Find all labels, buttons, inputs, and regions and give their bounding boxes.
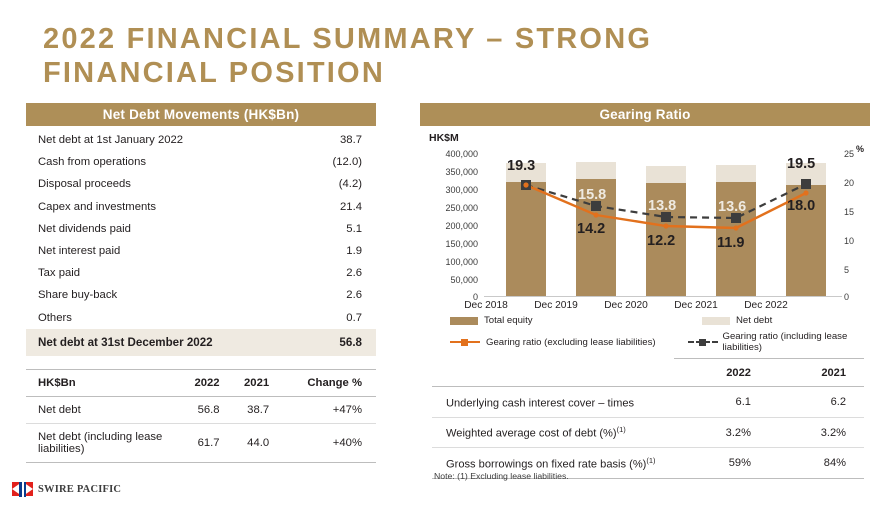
net-debt-comparison-table bbox=[26, 369, 376, 463]
table-row bbox=[26, 423, 376, 462]
row-label: Tax paid bbox=[38, 267, 81, 280]
row-value-2022: 56.8 bbox=[180, 396, 230, 423]
column-header-2022: 2022 bbox=[180, 369, 230, 396]
data-label-excl-2020: 12.2 bbox=[647, 233, 676, 249]
data-label-excl-2019: 14.2 bbox=[577, 221, 606, 237]
row-value: 38.7 bbox=[340, 134, 362, 147]
row-label: Capex and investments bbox=[38, 200, 157, 213]
table-row bbox=[26, 240, 376, 262]
net-debt-movements-header: Net Debt Movements (HK$Bn) bbox=[26, 103, 376, 126]
gearing-ratio-panel bbox=[420, 103, 870, 481]
row-value-2021: 44.0 bbox=[230, 423, 280, 462]
column-header-unit: HK$Bn bbox=[26, 369, 180, 396]
chart-plot-area bbox=[484, 153, 836, 296]
legend-item-gearing-including bbox=[688, 331, 880, 353]
x-tick-dec-2019: Dec 2019 bbox=[534, 300, 578, 311]
data-label-excl-2022: 18.0 bbox=[787, 198, 816, 214]
column-header-metric bbox=[432, 359, 674, 387]
legend-item-net-debt bbox=[702, 315, 772, 326]
row-value: 5.1 bbox=[346, 222, 362, 235]
table-row bbox=[432, 387, 864, 418]
y-tick-left: 200,000 bbox=[445, 221, 478, 231]
y-tick-left: 300,000 bbox=[445, 185, 478, 195]
column-header-2022: 2022 bbox=[674, 359, 769, 387]
row-label: Disposal proceeds bbox=[38, 178, 131, 191]
x-tick-dec-2020: Dec 2020 bbox=[604, 300, 648, 311]
row-value-2022: 61.7 bbox=[180, 423, 230, 462]
logo-text: SWIRE PACIFIC bbox=[38, 484, 122, 495]
legend-label: Net debt bbox=[736, 315, 773, 326]
y-tick-right: 0 bbox=[844, 292, 850, 302]
y-tick-left: 0 bbox=[472, 292, 478, 302]
row-label-text: Underlying cash interest cover – times bbox=[446, 397, 635, 410]
swire-pacific-logo bbox=[12, 482, 121, 497]
row-footnote-marker: (1) bbox=[646, 455, 656, 465]
data-label-incl-2019: 15.8 bbox=[578, 187, 607, 203]
net-debt-movements-table bbox=[26, 129, 376, 356]
legend-label: Gearing ratio (including lease liabilities) bbox=[722, 331, 848, 353]
table-row bbox=[26, 129, 376, 151]
chart-legend bbox=[450, 315, 880, 358]
x-tick-dec-2021: Dec 2021 bbox=[674, 300, 718, 311]
row-value-change: +40% bbox=[279, 423, 376, 462]
data-label-incl-2020: 13.8 bbox=[648, 198, 677, 214]
y-axis-title-left: HK$M bbox=[429, 132, 459, 144]
y-tick-right: 25 bbox=[844, 149, 855, 159]
row-value-2022: 59% bbox=[674, 448, 769, 479]
row-label: Cash from operations bbox=[38, 156, 146, 169]
legend-swatch-icon bbox=[702, 317, 730, 325]
row-label: Share buy-back bbox=[38, 289, 118, 302]
x-tick-dec-2018: Dec 2018 bbox=[464, 300, 508, 311]
legend-line-dashed-icon bbox=[688, 337, 716, 347]
y-tick-right: 10 bbox=[844, 236, 855, 246]
table-row bbox=[432, 417, 864, 448]
y-tick-left: 100,000 bbox=[445, 257, 478, 267]
row-value: 21.4 bbox=[340, 200, 362, 213]
row-value-2022: 6.1 bbox=[674, 387, 769, 418]
chart-baseline bbox=[484, 296, 842, 297]
total-value: 56.8 bbox=[310, 329, 376, 356]
legend-label: Total equity bbox=[484, 315, 533, 326]
table-row bbox=[26, 218, 376, 240]
row-value: (12.0) bbox=[332, 156, 362, 169]
row-value: 2.6 bbox=[346, 289, 362, 302]
legend-item-gearing-excluding bbox=[450, 331, 688, 353]
row-value-change: +47% bbox=[279, 396, 376, 423]
y-tick-left: 350,000 bbox=[445, 167, 478, 177]
gearing-line-series bbox=[484, 153, 836, 296]
table-row bbox=[26, 307, 376, 329]
data-label-excl-2021: 11.9 bbox=[717, 235, 745, 251]
legend-label: Gearing ratio (excluding lease liabilities) bbox=[486, 336, 656, 348]
net-debt-movements-panel bbox=[26, 103, 376, 463]
row-label: Net debt (including lease liabilities) bbox=[26, 423, 180, 462]
x-tick-dec-2022: Dec 2022 bbox=[744, 300, 788, 311]
swire-flag-icon bbox=[12, 482, 33, 497]
row-value-2021: 38.7 bbox=[230, 396, 280, 423]
row-label bbox=[432, 417, 674, 448]
footnote: Note: (1) Excluding lease liabilities. bbox=[434, 471, 569, 481]
row-value: 2.6 bbox=[346, 267, 362, 280]
row-value: (4.2) bbox=[338, 178, 362, 191]
y-tick-left: 50,000 bbox=[450, 275, 478, 285]
y-tick-right: 15 bbox=[844, 207, 855, 217]
table-row bbox=[26, 151, 376, 173]
y-tick-right: 20 bbox=[844, 178, 855, 188]
legend-swatch-icon bbox=[450, 317, 478, 325]
table-row-total bbox=[26, 329, 376, 356]
row-label: Others bbox=[38, 311, 72, 324]
table-row bbox=[26, 284, 376, 306]
row-label: Net dividends paid bbox=[38, 222, 131, 235]
legend-item-total-equity bbox=[450, 315, 702, 326]
row-label: Net debt bbox=[26, 396, 180, 423]
row-label: Net interest paid bbox=[38, 245, 121, 258]
y-tick-right: 5 bbox=[844, 265, 850, 275]
column-header-change: Change % bbox=[279, 369, 376, 396]
y-tick-left: 250,000 bbox=[445, 203, 478, 213]
y-tick-left: 400,000 bbox=[445, 149, 478, 159]
gearing-ratio-chart bbox=[420, 132, 870, 332]
row-label: Net debt at 1st January 2022 bbox=[38, 134, 184, 147]
table-row bbox=[26, 173, 376, 195]
kpi-table bbox=[432, 358, 864, 479]
table-header-row bbox=[432, 359, 864, 387]
column-header-2021: 2021 bbox=[769, 359, 864, 387]
data-label-incl-2018: 19.3 bbox=[507, 158, 536, 174]
row-label bbox=[432, 387, 674, 418]
table-header-row bbox=[26, 369, 376, 396]
row-footnote-marker: (1) bbox=[616, 425, 626, 435]
table-row bbox=[26, 262, 376, 284]
row-value: 0.7 bbox=[346, 311, 362, 324]
table-row bbox=[26, 196, 376, 218]
table-row bbox=[26, 396, 376, 423]
column-header-2021: 2021 bbox=[230, 369, 280, 396]
data-label-incl-2021: 13.6 bbox=[718, 199, 747, 215]
legend-line-solid-icon bbox=[450, 337, 480, 347]
row-value-2022: 3.2% bbox=[674, 417, 769, 448]
data-label-incl-2022: 19.5 bbox=[787, 156, 816, 172]
row-value: 1.9 bbox=[346, 245, 362, 258]
row-value-2021: 84% bbox=[769, 448, 864, 479]
y-tick-left: 150,000 bbox=[445, 239, 478, 249]
row-value-2021: 3.2% bbox=[769, 417, 864, 448]
row-label-text: Gross borrowings on fixed rate basis (%) bbox=[446, 458, 647, 471]
page-title: 2022 FINANCIAL SUMMARY – STRONG FINANCIAL POSITION bbox=[43, 23, 653, 89]
row-value-2021: 6.2 bbox=[769, 387, 864, 418]
y-axis-title-right: % bbox=[855, 144, 864, 154]
row-label-text: Weighted average cost of debt (%) bbox=[446, 427, 617, 440]
total-label: Net debt at 31st December 2022 bbox=[26, 329, 310, 356]
gearing-ratio-header: Gearing Ratio bbox=[420, 103, 870, 126]
